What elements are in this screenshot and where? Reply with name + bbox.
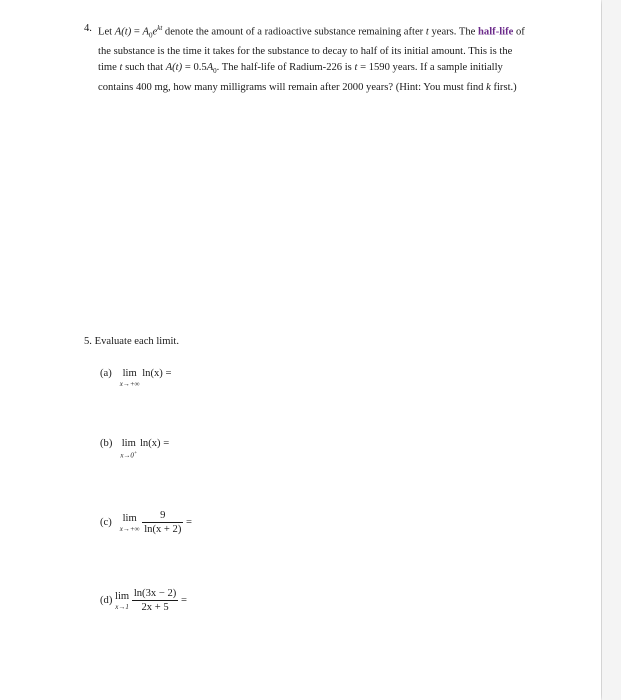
limit-a-expression: ln(x) =	[142, 368, 172, 379]
fraction-numerator: ln(3x − 2)	[133, 588, 177, 599]
lim-word: lim	[115, 590, 130, 602]
limit-d-label: (d)	[100, 595, 113, 606]
fraction-denominator: ln(x + 2)	[144, 524, 182, 535]
limit-b	[100, 438, 169, 459]
lim-subscript: x→+∞	[119, 380, 140, 388]
limit-b-expression: ln(x) =	[139, 438, 170, 449]
text-run: = 1590 years. If a sample initially contains 400 mg, how many milligrams will remain after 2000 years? (Hint: You must find	[98, 61, 503, 93]
math-e: e	[152, 26, 158, 38]
math-subscript: 0	[149, 31, 153, 40]
equals-sign: =	[180, 595, 187, 606]
lim-subscript-text: x→0	[120, 451, 134, 460]
limit-operator	[120, 368, 140, 388]
math-A0: A	[142, 26, 150, 38]
math-exponent: kt	[157, 24, 163, 32]
limit-c-fraction	[142, 510, 183, 535]
lim-word: lim	[122, 368, 137, 379]
math-A0: A	[206, 61, 214, 73]
text-run: . The half-life of Radium-226 is	[216, 61, 355, 73]
limit-c-label: (c)	[100, 517, 112, 528]
limit-d	[100, 588, 187, 613]
lim-subscript: x→+∞	[119, 524, 140, 533]
problem-4-number: 4.	[84, 23, 92, 34]
math-A-of-t: A(t)	[114, 26, 132, 38]
text-run: denote the amount of a radioactive substance remaining after	[162, 26, 426, 38]
math-t: t	[425, 26, 429, 38]
text-run: of the substance is the time it takes for the substance to decay to half of its initial amount. This is the time	[98, 26, 525, 73]
limit-operator	[120, 513, 140, 533]
limit-a	[100, 368, 171, 388]
limit-c	[100, 510, 192, 535]
lim-word: lim	[121, 438, 136, 449]
problem-4	[84, 21, 529, 95]
text-run: such that	[122, 61, 166, 73]
math-subscript: 0	[213, 66, 217, 75]
problem-4-text	[98, 21, 529, 95]
limit-b-label: (b)	[100, 438, 113, 449]
text-run: =	[131, 26, 143, 38]
lim-subscript: x→1	[115, 602, 129, 611]
lim-subscript	[120, 450, 137, 459]
page-edge	[602, 0, 621, 700]
lim-subscript-sup: +	[133, 451, 138, 456]
math-k: k	[486, 81, 491, 93]
limit-operator	[115, 591, 129, 611]
limit-a-label: (a)	[100, 368, 112, 379]
math-t: t	[354, 61, 358, 73]
fraction-denominator: 2x + 5	[141, 602, 169, 613]
text-run: Let	[98, 26, 115, 38]
limit-d-fraction	[132, 588, 178, 613]
limit-operator	[120, 438, 137, 459]
math-t: t	[119, 61, 123, 73]
text-run: years. The	[428, 26, 479, 38]
equals-sign: =	[186, 517, 193, 528]
math-A-of-t: A(t)	[165, 61, 183, 73]
text-run: first.)	[490, 81, 517, 93]
problem-5-heading: 5. Evaluate each limit.	[84, 336, 180, 347]
half-life-term: half-life	[478, 26, 514, 38]
text-run: = 0.5	[182, 61, 207, 73]
fraction-numerator: 9	[142, 510, 183, 523]
lim-word: lim	[122, 512, 137, 524]
